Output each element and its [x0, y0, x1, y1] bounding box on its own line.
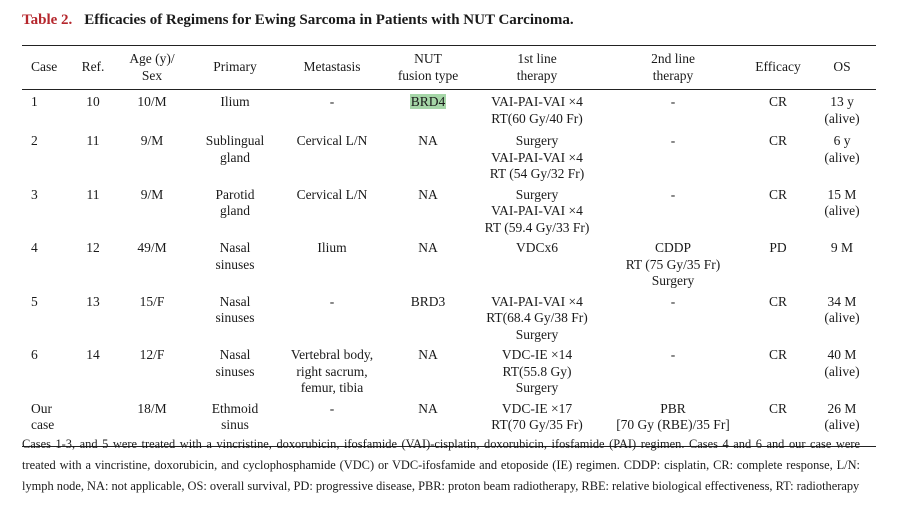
cell-metastasis-line: [286, 240, 378, 257]
cell-case-line: [31, 133, 66, 150]
cell-first-line-line: [478, 166, 596, 183]
cell-text: Surgery: [515, 133, 559, 148]
cell-text: Parotid: [215, 186, 255, 202]
cell-text: case: [31, 417, 55, 432]
cell-age-sex: [118, 183, 186, 237]
cell-text: Cervical L/N: [296, 133, 368, 148]
cell-second-line: [598, 90, 748, 130]
highlighted-cell-text: BRD4: [410, 94, 446, 109]
cell-first-line: [476, 236, 598, 290]
cell-first-line-line: [478, 294, 596, 311]
table-caption: [22, 12, 574, 29]
cell-metastasis-line: [286, 347, 378, 364]
cell-metastasis-line: [286, 94, 378, 111]
header-efficacy: Efficacy: [755, 59, 801, 75]
cell-case-line: [31, 294, 66, 311]
cell-second-line: [598, 129, 748, 183]
cell-primary: [186, 343, 284, 397]
cell-second-line-line: [600, 294, 746, 311]
header-age-sex-line: Sex: [141, 67, 163, 83]
cell-metastasis-line: [286, 401, 378, 418]
header-second-line-line: therapy: [652, 67, 694, 83]
cell-primary-line: [188, 133, 282, 150]
cell-text: NA: [418, 133, 438, 148]
cell-second-line-line: [600, 94, 746, 111]
cell-text: CR: [768, 400, 787, 416]
cell-second-line-line: [600, 240, 746, 257]
cell-nut-fusion: [380, 290, 476, 344]
cell-text: CR: [768, 133, 787, 148]
cell-ref: [68, 290, 118, 344]
table-footnote: Cases 1-3, and 5 were treated with a vincristine, doxorubicin, ifosfamide (VAI)-cisplatin, doxorubicin, ifosfamide (PAI) regimen. Cases 4 and 6 and our case were treated with a vincristine, doxorubicin, and cyclophosphamide (VDC) or VDC-ifosfamide and etoposide (IE) regimen. CDDP: cisplatin, CR: complete response, L/N: lymph node, NA: not applicable, OS: overall survival, PD: progressive disease, PBR: proton beam radiotherapy, RBE: relative biological effectiveness, RT: radiotherapy: [22, 437, 860, 493]
cell-first-line-line: [478, 187, 596, 204]
header-first-line-line: therapy: [516, 67, 558, 83]
cell-age-sex-line: [120, 187, 184, 204]
cell-primary-line: [188, 417, 282, 434]
cell-os: [808, 183, 876, 237]
header-os: OS: [833, 59, 851, 75]
cell-text: Nasal: [219, 240, 251, 255]
cell-ref-line: [70, 94, 116, 111]
cell-nut-fusion-line: [382, 240, 474, 257]
cell-text: VDCx6: [515, 240, 558, 255]
cell-os-line: [810, 294, 874, 311]
cell-text: PBR: [660, 400, 686, 416]
cell-text: -: [329, 400, 335, 416]
cell-text: Ilium: [317, 240, 347, 255]
cell-os-line: [810, 347, 874, 364]
cell-ref-line: [70, 347, 116, 364]
cell-text: NA: [418, 400, 438, 416]
cell-first-line-line: [478, 364, 596, 381]
cell-text: CR: [768, 347, 787, 362]
cell-metastasis: [284, 129, 380, 183]
cell-first-line-line: [478, 417, 596, 434]
cell-second-line: [598, 236, 748, 290]
cell-primary-line: [188, 203, 282, 220]
cell-text: (alive): [824, 363, 860, 379]
cell-os-line: [810, 401, 874, 418]
cell-os-line: [810, 417, 874, 434]
cell-text: 12/F: [139, 347, 165, 362]
cell-second-line-line: [600, 257, 746, 274]
cell-primary-line: [188, 401, 282, 418]
cell-efficacy: [748, 183, 808, 237]
cell-primary-line: [188, 364, 282, 381]
table-row: [22, 290, 876, 344]
cell-text: RT (54 Gy/32 Fr): [489, 166, 585, 181]
cell-text: Sublingual: [205, 133, 265, 148]
cell-text: Nasal: [219, 293, 251, 309]
cell-ref: [68, 129, 118, 183]
cell-efficacy-line: [750, 94, 806, 111]
cell-text: NA: [418, 240, 438, 255]
cell-text: femur, tibia: [300, 380, 364, 395]
table-row: [22, 343, 876, 397]
cell-os-line: [810, 187, 874, 204]
cell-text: -: [670, 293, 676, 309]
cell-text: 9 M: [830, 240, 854, 255]
cell-text: 40 M: [827, 347, 857, 362]
header-ref: Ref.: [81, 59, 105, 75]
cell-text: 1: [31, 94, 38, 109]
cell-ref-line: [70, 240, 116, 257]
cell-os-line: [810, 133, 874, 150]
cell-age-sex-line: [120, 294, 184, 311]
header-metastasis: Metastasis: [303, 59, 361, 75]
cell-os-line: [810, 364, 874, 381]
cell-os: [808, 343, 876, 397]
cell-os-line: [810, 94, 874, 111]
cell-age-sex: [118, 129, 186, 183]
header-nut-line: NUT: [414, 51, 442, 66]
cell-primary-line: [188, 240, 282, 257]
cell-first-line-line: [478, 94, 596, 111]
cell-efficacy: [748, 290, 808, 344]
cell-primary-line: [188, 94, 282, 111]
cell-metastasis-line: [286, 380, 378, 397]
header-age-sex-line: Age (y)/: [129, 51, 175, 66]
cell-metastasis-line: [286, 187, 378, 204]
cell-first-line-line: [478, 310, 596, 327]
cell-first-line-line: [478, 347, 596, 364]
cell-metastasis: [284, 236, 380, 290]
cell-ref-line: [70, 187, 116, 204]
cell-case: [22, 236, 68, 290]
cell-text: Our: [31, 400, 52, 416]
header-first-line: [476, 46, 598, 90]
cell-text: NA: [418, 347, 438, 362]
cell-efficacy: [748, 343, 808, 397]
cell-nut-fusion: [380, 129, 476, 183]
cell-text: 5: [31, 293, 38, 309]
cell-text: (alive): [824, 310, 860, 325]
cell-text: 9/M: [140, 186, 164, 202]
cell-case: [22, 343, 68, 397]
cell-text: RT(60 Gy/40 Fr): [491, 110, 583, 126]
cell-text: -: [670, 186, 676, 202]
cell-primary: [186, 290, 284, 344]
cell-first-line-line: [478, 203, 596, 220]
cell-text: 4: [31, 240, 38, 255]
cell-os-line: [810, 240, 874, 257]
cell-case-line: [31, 187, 66, 204]
cell-case-line: [31, 347, 66, 364]
header-first-line-line: 1st line: [517, 51, 557, 66]
cell-ref: [68, 183, 118, 237]
cell-text: RT(68.4 Gy/38 Fr): [486, 310, 588, 325]
cell-text: 10: [86, 94, 100, 109]
cell-text: CDDP: [654, 240, 691, 255]
cell-text: 15/F: [139, 293, 165, 309]
cell-os: [808, 290, 876, 344]
cell-text: Ethmoid: [211, 400, 259, 416]
cell-case-line: [31, 401, 66, 418]
cell-age-sex-line: [120, 401, 184, 418]
cell-text: NA: [418, 186, 438, 202]
cell-primary-line: [188, 347, 282, 364]
table-row: [22, 129, 876, 183]
header-age-sex: [118, 46, 186, 90]
cell-first-line-line: [478, 150, 596, 167]
cell-efficacy-line: [750, 347, 806, 364]
cell-text: 34 M: [827, 293, 857, 309]
table-row: [22, 90, 876, 130]
cell-metastasis: [284, 90, 380, 130]
cell-nut-fusion-line: [382, 187, 474, 204]
cell-text: 6 y: [833, 133, 851, 148]
cell-nut-fusion-line: [382, 294, 474, 311]
header-second-line-line: 2nd line: [651, 51, 695, 66]
cell-text: -: [329, 293, 335, 309]
table-label: Table 2.: [22, 12, 73, 28]
header-case: Case: [31, 59, 58, 75]
table-row: [22, 183, 876, 237]
cell-case-line: [31, 240, 66, 257]
cell-age-sex-line: [120, 347, 184, 364]
cell-first-line-line: [478, 327, 596, 344]
cell-os-line: [810, 310, 874, 327]
cell-first-line: [476, 129, 598, 183]
cell-nut-fusion: [380, 343, 476, 397]
cell-efficacy-line: [750, 294, 806, 311]
cell-text: 11: [86, 186, 100, 202]
cell-case: [22, 183, 68, 237]
cell-text: RT (75 Gy/35 Fr): [625, 256, 721, 272]
cell-text: CR: [768, 293, 787, 309]
cell-age-sex: [118, 290, 186, 344]
cell-case: [22, 129, 68, 183]
cell-primary-line: [188, 150, 282, 167]
cell-efficacy-line: [750, 240, 806, 257]
cell-metastasis-line: [286, 294, 378, 311]
cell-nut-fusion-line: [382, 347, 474, 364]
cell-efficacy: [748, 236, 808, 290]
cell-case-line: [31, 94, 66, 111]
regimen-table: [22, 45, 876, 447]
cell-nut-fusion: [380, 236, 476, 290]
cell-text: sinus: [221, 417, 249, 432]
cell-nut-fusion: [380, 183, 476, 237]
cell-text: gland: [220, 149, 250, 165]
cell-text: RT (59.4 Gy/33 Fr): [484, 219, 590, 235]
cell-text: 13: [86, 293, 100, 309]
cell-text: Cervical L/N: [296, 186, 368, 202]
header-row: [22, 46, 876, 90]
cell-age-sex-line: [120, 240, 184, 257]
cell-os-line: [810, 203, 874, 220]
header-primary: Primary: [213, 59, 257, 75]
cell-text: 10/M: [137, 94, 167, 109]
cell-text: 3: [31, 186, 38, 202]
cell-text: CR: [768, 94, 787, 109]
cell-text: sinuses: [215, 256, 255, 272]
cell-text: CR: [768, 186, 787, 202]
cell-primary-line: [188, 187, 282, 204]
cell-text: VDC-IE ×14: [501, 347, 573, 362]
cell-text: -: [670, 347, 676, 362]
header-second-line: [598, 46, 748, 90]
cell-primary-line: [188, 257, 282, 274]
cell-text: sinuses: [215, 310, 255, 325]
cell-text: RT(70 Gy/35 Fr): [491, 417, 583, 432]
cell-text: VAI-PAI-VAI ×4: [491, 293, 583, 309]
cell-text: 2: [31, 133, 38, 148]
cell-first-line-line: [478, 240, 596, 257]
cell-efficacy: [748, 90, 808, 130]
cell-ref: [68, 90, 118, 130]
cell-text: (alive): [824, 110, 860, 126]
cell-metastasis: [284, 343, 380, 397]
cell-metastasis-line: [286, 364, 378, 381]
cell-nut-fusion: [380, 90, 476, 130]
cell-age-sex-line: [120, 133, 184, 150]
cell-text: [70 Gy (RBE)/35 Fr]: [616, 417, 730, 432]
cell-primary: [186, 129, 284, 183]
cell-text: 49/M: [137, 240, 167, 255]
cell-text: Surgery: [651, 273, 695, 288]
cell-efficacy-line: [750, 133, 806, 150]
cell-text: sinuses: [215, 363, 255, 379]
table-row: [22, 236, 876, 290]
cell-text: BRD3: [410, 293, 446, 309]
cell-os-line: [810, 111, 874, 128]
cell-text: Surgery: [515, 186, 559, 202]
cell-text: Vertebral body,: [290, 347, 374, 362]
cell-primary-line: [188, 310, 282, 327]
cell-ref-line: [70, 294, 116, 311]
cell-ref: [68, 236, 118, 290]
cell-first-line-line: [478, 133, 596, 150]
header-nut: [380, 46, 476, 90]
header-nut-line: fusion type: [397, 67, 459, 83]
cell-os-line: [810, 150, 874, 167]
cell-os: [808, 90, 876, 130]
cell-text: 15 M: [827, 186, 857, 202]
cell-text: 26 M: [827, 400, 857, 416]
cell-text: RT(55.8 Gy): [502, 363, 572, 379]
cell-text: VAI-PAI-VAI ×4: [491, 203, 583, 218]
cell-primary: [186, 236, 284, 290]
cell-text: (alive): [824, 149, 860, 165]
cell-primary: [186, 90, 284, 130]
cell-first-line: [476, 343, 598, 397]
cell-age-sex: [118, 343, 186, 397]
cell-case: [22, 290, 68, 344]
cell-case: [22, 90, 68, 130]
cell-text: 14: [86, 347, 100, 362]
cell-second-line: [598, 183, 748, 237]
cell-text: (alive): [824, 203, 860, 218]
cell-age-sex: [118, 90, 186, 130]
cell-text: -: [329, 94, 335, 109]
cell-ref: [68, 343, 118, 397]
cell-primary: [186, 183, 284, 237]
table-title: Efficacies of Regimens for Ewing Sarcoma in Patients with NUT Carcinoma.: [84, 12, 574, 28]
cell-efficacy-line: [750, 401, 806, 418]
cell-text: Nasal: [219, 347, 251, 362]
cell-second-line-line: [600, 417, 746, 434]
cell-text: VAI-PAI-VAI ×4: [491, 94, 583, 109]
cell-text: Surgery: [515, 326, 559, 342]
cell-age-sex-line: [120, 94, 184, 111]
cell-first-line-line: [478, 380, 596, 397]
cell-first-line-line: [478, 401, 596, 418]
cell-text: 6: [31, 347, 38, 362]
cell-text: right sacrum,: [296, 363, 368, 379]
cell-metastasis-line: [286, 133, 378, 150]
cell-text: VAI-PAI-VAI ×4: [491, 149, 583, 165]
cell-metastasis: [284, 183, 380, 237]
cell-nut-fusion-line: [382, 94, 474, 111]
cell-second-line-line: [600, 347, 746, 364]
cell-case-line: [31, 417, 66, 434]
cell-text: 13 y: [830, 94, 854, 109]
cell-text: (alive): [824, 417, 860, 432]
cell-text: 11: [86, 133, 100, 148]
cell-text: -: [670, 94, 676, 109]
cell-nut-fusion-line: [382, 401, 474, 418]
cell-efficacy: [748, 129, 808, 183]
cell-text: Ilium: [220, 94, 250, 109]
cell-first-line-line: [478, 111, 596, 128]
cell-text: gland: [220, 203, 250, 218]
cell-primary-line: [188, 294, 282, 311]
cell-second-line: [598, 290, 748, 344]
cell-ref-line: [70, 133, 116, 150]
cell-first-line-line: [478, 220, 596, 237]
cell-text: Surgery: [515, 380, 559, 395]
cell-os: [808, 236, 876, 290]
cell-text: 9/M: [140, 133, 164, 148]
cell-second-line-line: [600, 401, 746, 418]
cell-metastasis: [284, 290, 380, 344]
cell-second-line: [598, 343, 748, 397]
cell-text: -: [670, 133, 676, 148]
cell-text: VDC-IE ×17: [501, 400, 573, 416]
table-body: [22, 90, 876, 447]
cell-age-sex: [118, 236, 186, 290]
cell-first-line: [476, 90, 598, 130]
cell-second-line-line: [600, 133, 746, 150]
cell-first-line: [476, 183, 598, 237]
cell-text: 18/M: [137, 400, 167, 416]
cell-second-line-line: [600, 187, 746, 204]
cell-first-line: [476, 290, 598, 344]
cell-efficacy-line: [750, 187, 806, 204]
cell-text: PD: [769, 240, 787, 255]
cell-nut-fusion-line: [382, 133, 474, 150]
cell-os: [808, 129, 876, 183]
cell-second-line-line: [600, 273, 746, 290]
cell-text: 12: [86, 240, 100, 255]
